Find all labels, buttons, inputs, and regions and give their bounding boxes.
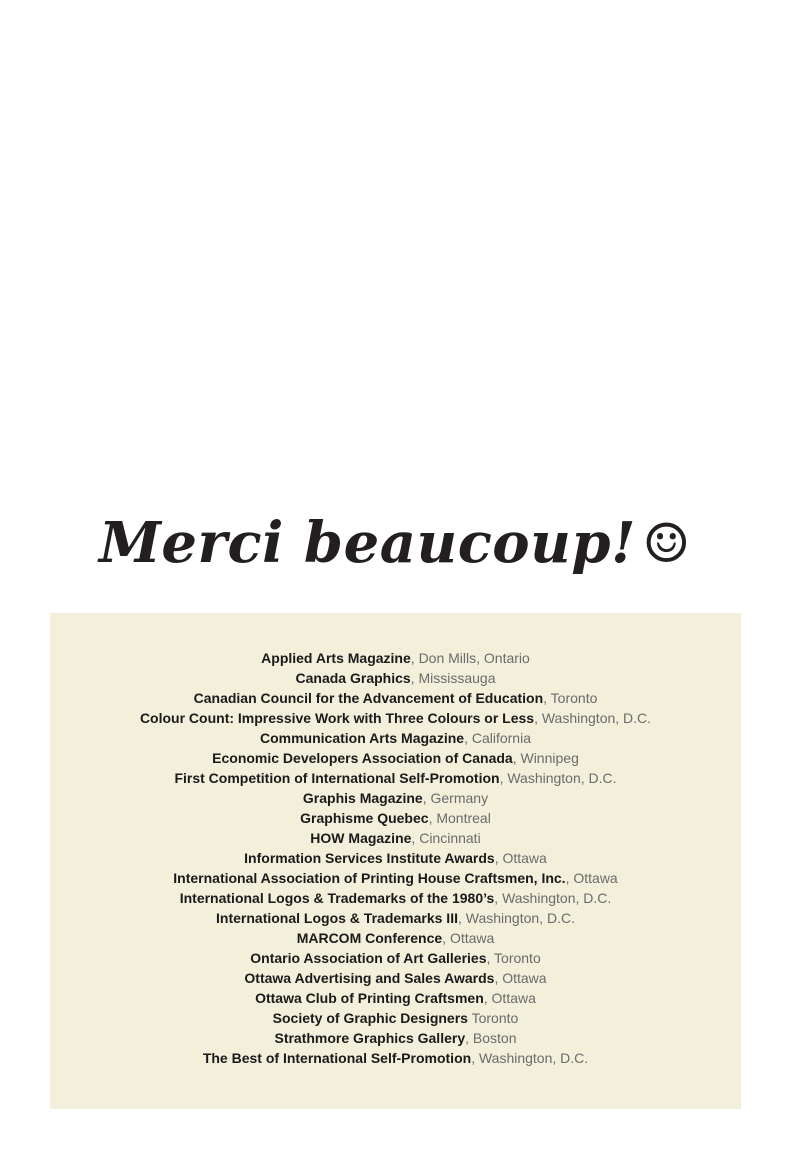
organization-location: Washington, D.C. xyxy=(502,890,612,906)
organization-name: Ottawa Advertising and Sales Awards xyxy=(244,970,495,986)
list-item xyxy=(50,708,741,728)
organization-location: Ottawa xyxy=(449,930,495,946)
organization-location: Ottawa xyxy=(491,990,536,1006)
organization-location: Ottawa xyxy=(573,870,618,886)
organization-location: Winnipeg xyxy=(520,750,579,766)
list-item xyxy=(50,808,741,828)
list-item xyxy=(50,948,741,968)
organization-name: Economic Developers Association of Canada xyxy=(212,750,513,766)
organization-name: MARCOM Conference xyxy=(296,930,443,946)
organization-location: Toronto xyxy=(471,1010,519,1026)
organization-location: Toronto xyxy=(494,950,541,966)
separator: , xyxy=(486,950,495,966)
organization-name: International Logos & Trademarks of the 1980’s xyxy=(179,890,495,906)
separator: , xyxy=(534,710,542,726)
list-item xyxy=(50,1028,741,1048)
separator: , xyxy=(494,970,503,986)
organization-location: Montreal xyxy=(436,810,491,826)
organization-location: Washington, D.C. xyxy=(507,770,617,786)
organization-location: Ottawa xyxy=(502,850,547,866)
list-item xyxy=(50,668,741,688)
organization-location: Washington, D.C. xyxy=(465,910,575,926)
list-item xyxy=(50,828,741,848)
separator: , xyxy=(483,990,492,1006)
organization-location: Boston xyxy=(472,1030,517,1046)
separator: , xyxy=(428,810,437,826)
list-item xyxy=(50,688,741,708)
organization-location: Mississauga xyxy=(418,670,496,686)
organization-name: Colour Count: Impressive Work with Three Colours or Less xyxy=(139,710,535,726)
separator: , xyxy=(494,850,503,866)
organization-name: Canada Graphics xyxy=(295,670,411,686)
organization-location: Washington, D.C. xyxy=(478,1050,589,1066)
acknowledgements-panel xyxy=(50,613,741,1109)
page-title xyxy=(0,508,790,578)
organization-location: Cincinnati xyxy=(419,830,481,846)
list-item xyxy=(50,988,741,1008)
separator: , xyxy=(410,650,419,666)
title-text: Merci beaucoup! xyxy=(98,509,637,576)
organization-name: Ontario Association of Art Galleries xyxy=(250,950,487,966)
organization-name: Information Services Institute Awards xyxy=(244,850,495,866)
separator: , xyxy=(512,750,521,766)
separator: , xyxy=(465,1030,473,1046)
list-item xyxy=(50,848,741,868)
list-item xyxy=(50,648,741,668)
separator: , xyxy=(410,670,419,686)
organization-name: International Logos & Trademarks III xyxy=(216,910,458,926)
list-item xyxy=(50,788,741,808)
separator: , xyxy=(442,930,450,946)
organization-name: Communication Arts Magazine xyxy=(260,730,465,746)
list-item xyxy=(50,728,741,748)
organization-name: First Competition of International Self-Promotion xyxy=(174,770,500,786)
list-item xyxy=(50,768,741,788)
separator: , xyxy=(543,690,551,706)
list-item xyxy=(50,888,741,908)
organization-name: International Association of Printing House Craftsmen, Inc. xyxy=(173,870,566,886)
organization-name: Ottawa Club of Printing Craftsmen xyxy=(255,990,484,1006)
organization-name: HOW Magazine xyxy=(310,830,412,846)
acknowledgements-list xyxy=(50,648,741,1068)
organization-location: Toronto xyxy=(550,690,598,706)
list-item xyxy=(50,748,741,768)
organization-name: Society of Graphic Designers xyxy=(272,1010,468,1026)
organization-name: Canadian Council for the Advancement of Education xyxy=(193,690,544,706)
organization-name: Strathmore Graphics Gallery xyxy=(274,1030,466,1046)
separator: , xyxy=(565,870,574,886)
separator: , xyxy=(411,830,420,846)
organization-name: The Best of International Self-Promotion xyxy=(202,1050,472,1066)
smiley-icon: ☺ xyxy=(642,510,692,575)
separator: , xyxy=(499,770,508,786)
organization-location: Germany xyxy=(430,790,489,806)
list-item xyxy=(50,908,741,928)
list-item xyxy=(50,868,741,888)
separator: , xyxy=(464,730,472,746)
list-item xyxy=(50,1008,741,1028)
list-item xyxy=(50,928,741,948)
organization-location: Ottawa xyxy=(502,970,547,986)
organization-name: Graphis Magazine xyxy=(302,790,423,806)
separator: , xyxy=(422,790,431,806)
separator: , xyxy=(494,890,503,906)
organization-location: California xyxy=(471,730,531,746)
organization-location: Don Mills, Ontario xyxy=(418,650,530,666)
list-item xyxy=(50,1048,741,1068)
separator: , xyxy=(457,910,466,926)
separator: , xyxy=(471,1050,479,1066)
organization-name: Applied Arts Magazine xyxy=(261,650,411,666)
list-item xyxy=(50,968,741,988)
organization-name: Graphisme Quebec xyxy=(300,810,429,826)
organization-location: Washington, D.C. xyxy=(541,710,652,726)
